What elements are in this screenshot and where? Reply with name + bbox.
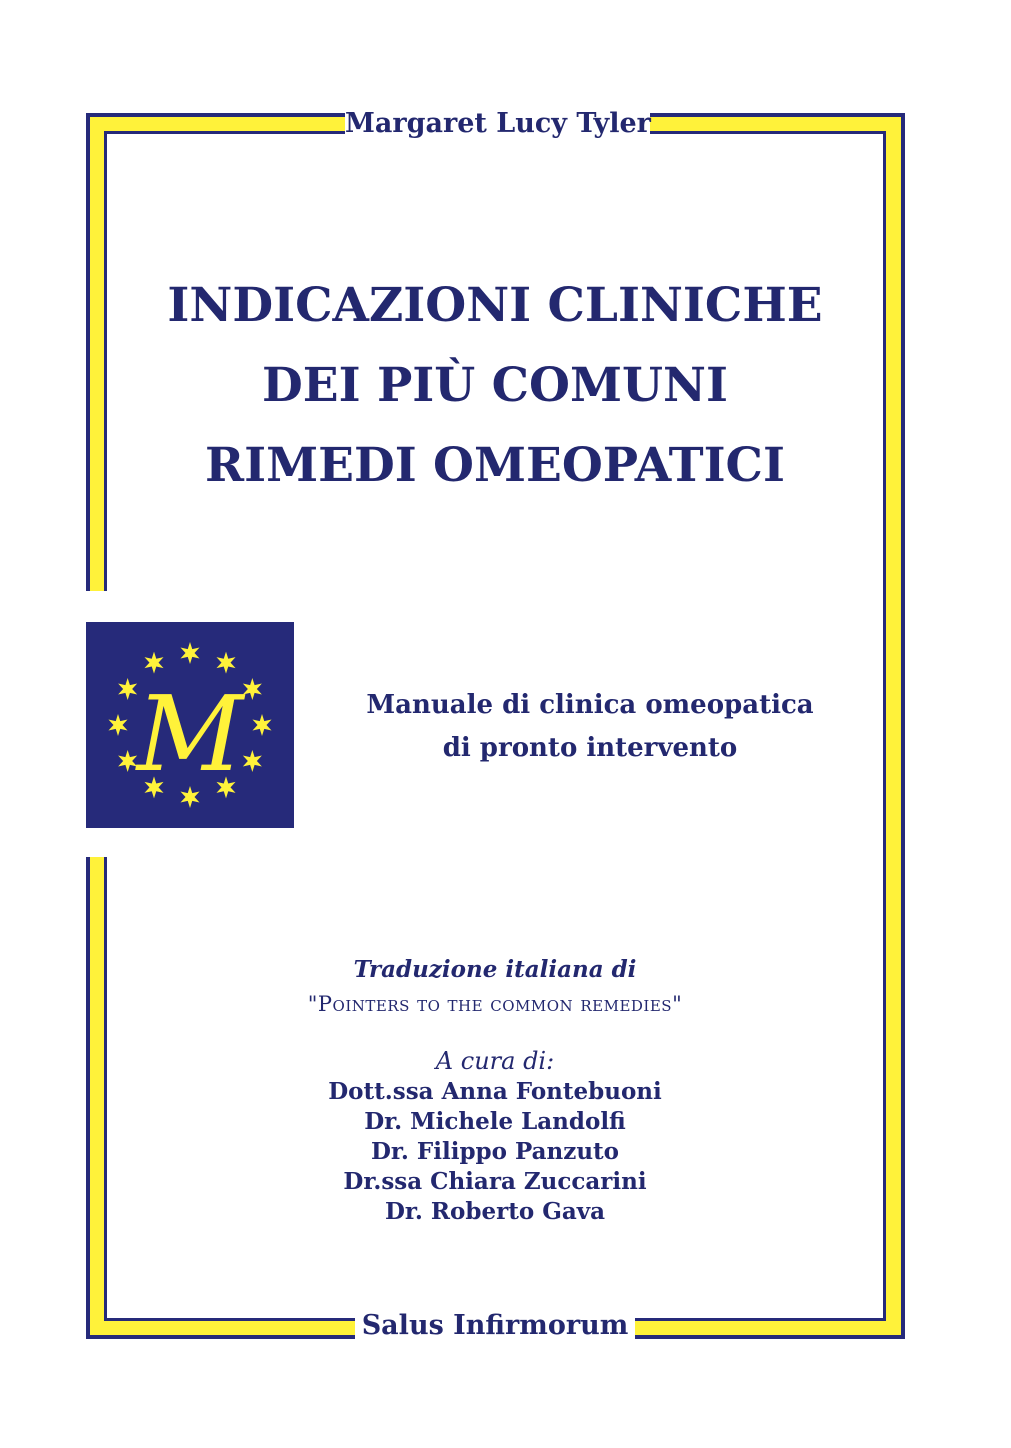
original-title: "Pointers to the common remedies" bbox=[307, 992, 683, 1016]
editor-3: Dr. Filippo Panzuto bbox=[370, 1138, 620, 1165]
editors-label: A cura di: bbox=[435, 1047, 555, 1075]
title-line-1: INDICAZIONI CLINICHE bbox=[167, 278, 823, 333]
subtitle-line-2: di pronto intervento bbox=[442, 733, 738, 763]
subtitle-line-1: Manuale di clinica omeopatica bbox=[366, 690, 814, 720]
translation-label: Traduzione italiana di bbox=[353, 956, 637, 983]
editor-1: Dott.ssa Anna Fontebuoni bbox=[328, 1078, 662, 1105]
editor-2: Dr. Michele Landolfi bbox=[364, 1108, 626, 1135]
publisher-logo bbox=[86, 622, 294, 828]
editor-5: Dr. Roberto Gava bbox=[384, 1198, 606, 1225]
book-title bbox=[95, 266, 895, 506]
editor-4: Dr.ssa Chiara Zuccarini bbox=[343, 1168, 647, 1195]
author-name: Margaret Lucy Tyler bbox=[345, 104, 650, 144]
editors-list bbox=[295, 1077, 695, 1227]
title-line-2: DEI PIÙ COMUNI bbox=[262, 358, 728, 413]
title-line-3: RIMEDI OMEOPATICI bbox=[205, 438, 785, 493]
publisher-name: Salus Infirmorum bbox=[355, 1306, 635, 1346]
book-subtitle bbox=[340, 684, 840, 770]
logo-letter: M bbox=[136, 673, 244, 795]
